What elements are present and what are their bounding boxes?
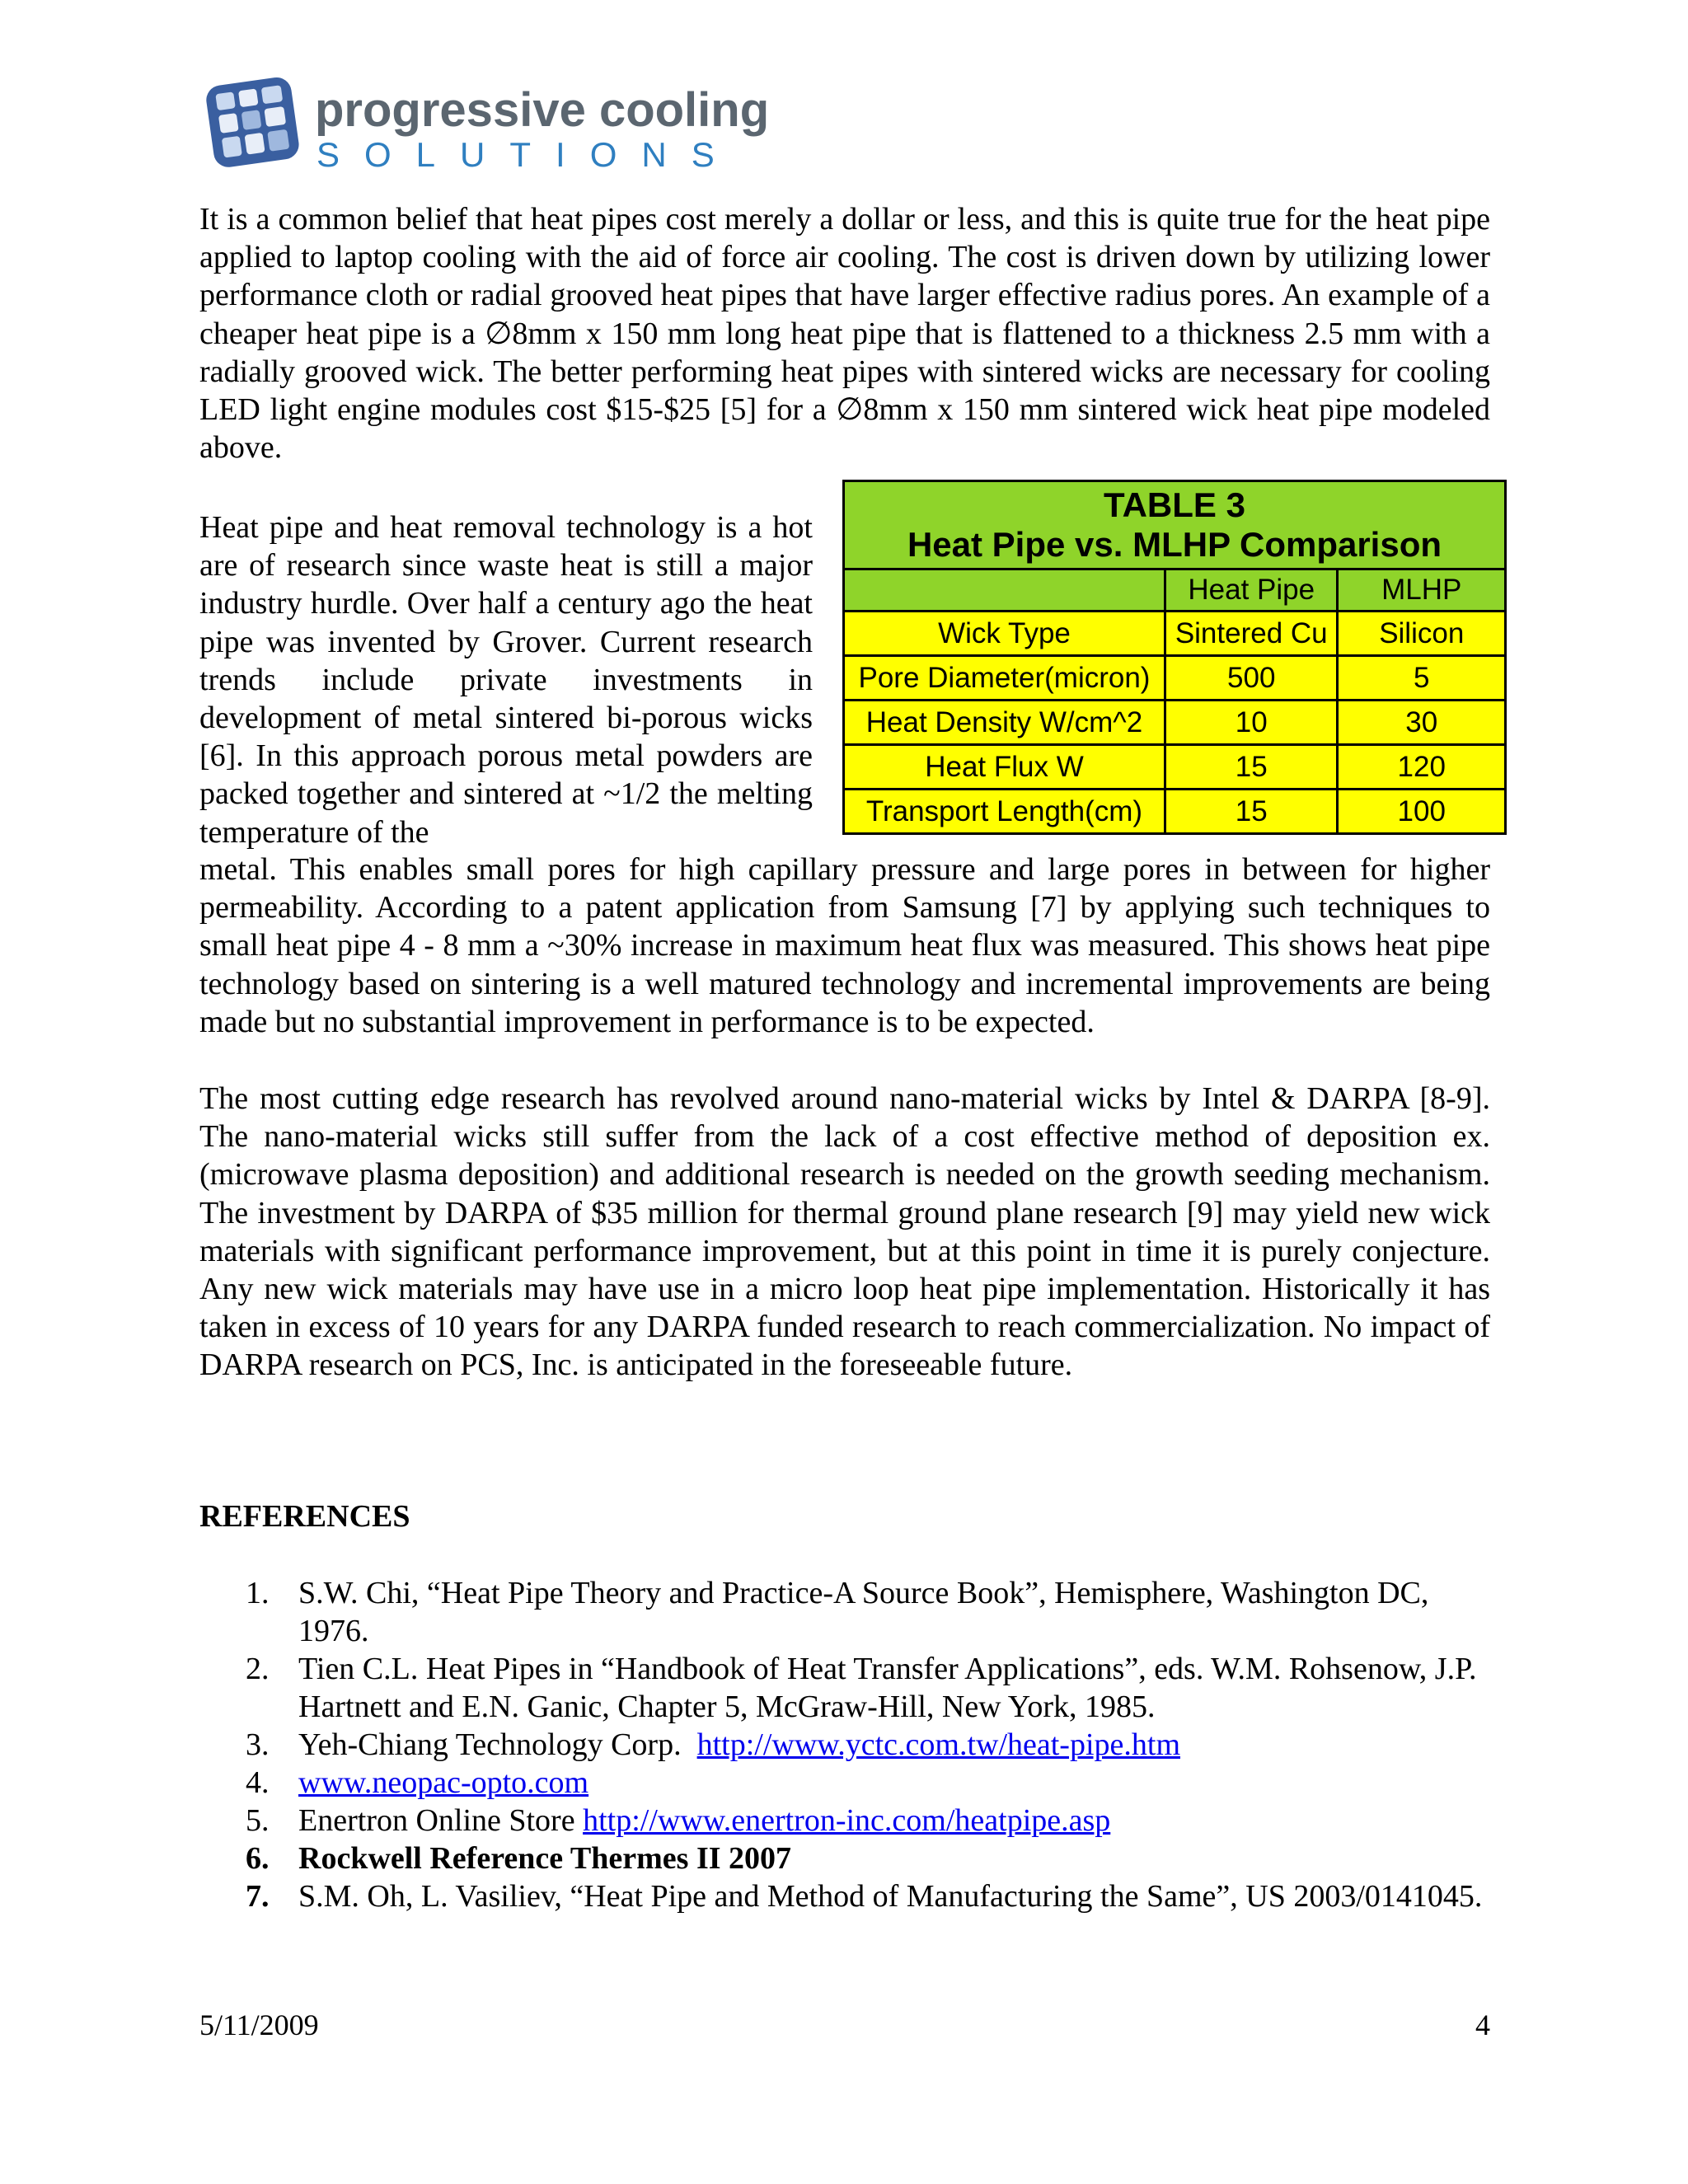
- table-cell: Pore Diameter(micron): [844, 656, 1165, 701]
- table-cell: 100: [1338, 790, 1506, 834]
- reference-number: 2.: [246, 1652, 270, 1686]
- list-item: [199, 1802, 1490, 1840]
- table-cell: 5: [1338, 656, 1506, 701]
- logo-mark-icon: [201, 66, 308, 173]
- table-cell: 500: [1165, 656, 1338, 701]
- column-header: MLHP: [1338, 569, 1506, 612]
- reference-number: 5.: [246, 1803, 270, 1838]
- logo-sub-text: SOLUTIONS: [316, 135, 739, 174]
- reference-number: 3.: [246, 1727, 270, 1762]
- paragraph-sintering: metal. This enables small pores for high capillary pressure and large pores in between for higher permeability. According to a patent application from Samsung [7] by applying such techniques to small heat pipe 4 - 8 mm a ~30% increase in maximum heat flux was measured. This shows heat pipe technology based on sintering is a well matured technology and incremental improvements are being made but no substantial improvement in performance is to be expected.: [199, 852, 1490, 1039]
- table-title: [844, 481, 1506, 569]
- reference-text: S.M. Oh, L. Vasiliev, “Heat Pipe and Method of Manufacturing the Same”, US 2003/0141045.: [298, 1879, 1483, 1914]
- reference-number: 6.: [246, 1841, 270, 1876]
- reference-number: 1.: [246, 1576, 270, 1610]
- column-header: Heat Pipe: [1165, 569, 1338, 612]
- list-item: [199, 1574, 1490, 1650]
- table-cell: Silicon: [1338, 612, 1506, 656]
- reference-link[interactable]: www.neopac-opto.com: [298, 1765, 589, 1800]
- reference-text: Tien C.L. Heat Pipes in “Handbook of Heat Transfer Applications”, eds. W.M. Rohsenow, J.P. Hartnett and E.N. Ganic, Chapter 5, McGraw-Hill, New York, 1985.: [298, 1652, 1477, 1724]
- table-title-line1: TABLE 3: [1104, 485, 1245, 524]
- list-item: [199, 1764, 1490, 1802]
- company-logo: [201, 66, 770, 181]
- footer-date: 5/11/2009: [199, 2008, 319, 2041]
- paragraph-nano-material: The most cutting edge research has revolved around nano-material wicks by Intel & DARPA [8-9]. The nano-material wicks still suffer from the lack of a cost effective method of deposition ex. (microwave plasma deposition) and additional research is needed on the growth seeding mechanism. The investment by DARPA of $35 million for thermal ground plane research [9] may yield new wick materials with significant performance improvement, but at this point in time it is purely conjecture. Any new wick materials may have use in a micro loop heat pipe implementation. Historically it has taken in excess of 10 years for any DARPA funded research to reach commercialization. No impact of DARPA research on PCS, Inc. is anticipated in the foreseeable future.: [199, 1081, 1490, 1383]
- table-row: [844, 612, 1506, 656]
- table-row: [844, 790, 1506, 834]
- page-number: 4: [1475, 2008, 1490, 2041]
- reference-text: Yeh-Chiang Technology Corp.: [298, 1727, 697, 1762]
- list-item: [199, 1650, 1490, 1726]
- table-cell: 120: [1338, 745, 1506, 790]
- reference-text: Enertron Online Store: [298, 1803, 584, 1838]
- table-title-line2: Heat Pipe vs. MLHP Comparison: [907, 525, 1442, 564]
- table-cell: Heat Density W/cm^2: [844, 701, 1165, 745]
- list-item: [199, 1726, 1490, 1764]
- reference-number: 4.: [246, 1765, 270, 1800]
- reference-text: S.W. Chi, “Heat Pipe Theory and Practice-A Source Book”, Hemisphere, Washington DC, 1976.: [298, 1576, 1429, 1648]
- reference-number: 7.: [246, 1879, 270, 1914]
- reference-text: Rockwell Reference Thermes II 2007: [298, 1841, 792, 1876]
- logo-main-text: progressive cooling: [315, 83, 770, 137]
- comparison-table: [842, 480, 1507, 835]
- table-cell: 15: [1165, 790, 1338, 834]
- table-cell: 10: [1165, 701, 1338, 745]
- table-cell: Sintered Cu: [1165, 612, 1338, 656]
- column-header: [844, 569, 1165, 612]
- paragraph-research-trends: Heat pipe and heat removal technology is a hot are of research since waste heat is still a major industry hurdle. Over half a century ago the heat pipe was invented by Grover. Current research trends include private investments in development of metal sintered bi-porous wicks [6]. In this approach porous metal powders are packed together and sintered at ~1/2 the melting temperature of the: [199, 510, 813, 850]
- reference-link[interactable]: http://www.yctc.com.tw/heat-pipe.htm: [696, 1727, 1180, 1762]
- table-cell: Wick Type: [844, 612, 1165, 656]
- list-item: [199, 1840, 1490, 1877]
- table-cell: Heat Flux W: [844, 745, 1165, 790]
- table-cell: Transport Length(cm): [844, 790, 1165, 834]
- table-row: [844, 656, 1506, 701]
- references-heading: REFERENCES: [199, 1499, 410, 1534]
- paragraph-heat-pipe-cost: It is a common belief that heat pipes cost merely a dollar or less, and this is quite true for the heat pipe applied to laptop cooling with the aid of force air cooling. The cost is driven down by utilizing lower performance cloth or radial grooved heat pipes that have larger effective radius pores. An example of a cheaper heat pipe is a ∅8mm x 150 mm long heat pipe that is flattened to a thickness 2.5 mm with a radially grooved wick. The better performing heat pipes with sintered wicks are necessary for cooling LED light engine modules cost $15-$25 [5] for a ∅8mm x 150 mm sintered wick heat pipe modeled above.: [199, 202, 1490, 466]
- table-cell: 15: [1165, 745, 1338, 790]
- list-item: [199, 1877, 1490, 1915]
- references-list: [199, 1574, 1490, 1915]
- table-row: [844, 701, 1506, 745]
- table-row: [844, 745, 1506, 790]
- table-cell: 30: [1338, 701, 1506, 745]
- table-header-row: [844, 569, 1506, 612]
- reference-link[interactable]: http://www.enertron-inc.com/heatpipe.asp: [583, 1803, 1111, 1838]
